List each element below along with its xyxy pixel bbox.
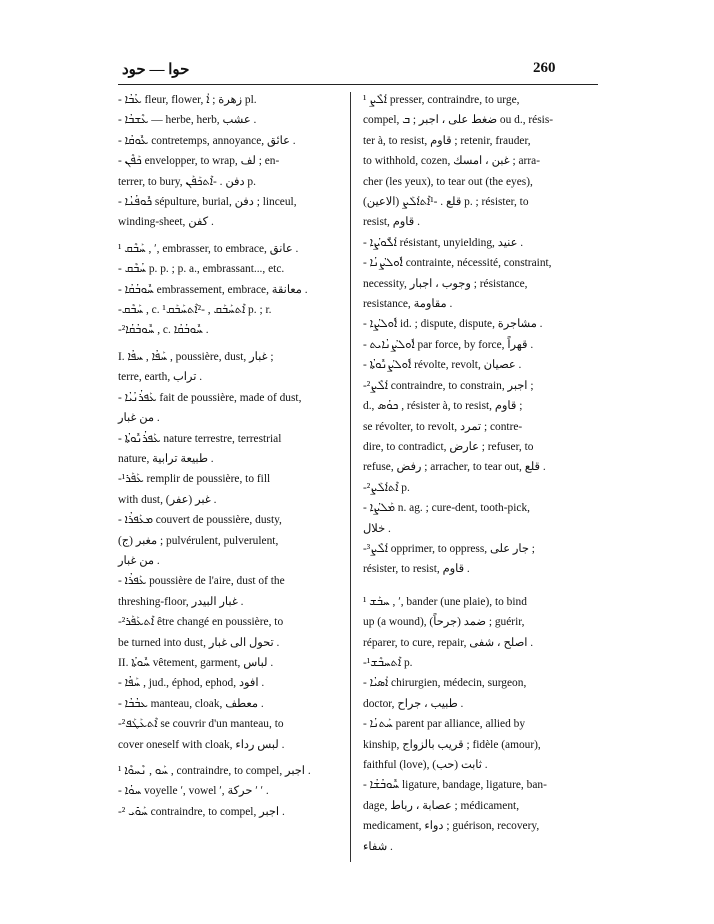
entry-line: - ܐܰܠܽܘܨܳܐ résistant, unyielding, عنيد . [363, 236, 524, 249]
entry-line: dage, عصابة ، رباط ; médicament, [363, 799, 520, 812]
entry-line: -² ܚܰܘܺܝ contraindre, to compel, اجبر . [118, 805, 285, 818]
entry-line: ¹ ܚܰܘ , ܢܶܚܘܶܐ , contraindre, to compel, اجبر . [118, 765, 311, 777]
entry-line: - ܡܰܠܨܳܐ n. ag. ; cure-dent, tooth-pick, [363, 502, 531, 515]
entry-line: - ܐܳܣܝܳܐ chirurgien, médecin, surgeon, [363, 677, 527, 690]
entry-line: terre, earth, تراب . [118, 371, 203, 384]
column-divider [350, 92, 351, 862]
entry-line: - ܐܽܘܠܨܳܢܽܘܬܳܐ révolte, revolt, عصيان . [363, 359, 522, 372]
entry-line: - ܚܰܬܢܳܐ parent par alliance, allied by [363, 718, 526, 731]
entry-line: - ܥܶܫܒܳܐ — herbe, herb, عشب . [118, 114, 257, 127]
entry-line: cover oneself with cloak, لبس رداء . [118, 738, 285, 751]
entry-line: terrer, to bury, دفن . -ܐܶܬܟܰܦܰܢ p. [118, 175, 256, 188]
entry-line: se révolter, to revolt, تمرد ; contre- [363, 420, 523, 433]
entry-line: شفاء . [363, 840, 393, 853]
entry-line: réparer, to cure, repair, اصلح ، شفى . [363, 636, 534, 649]
entry-line: with dust, (عفر) غبر . [118, 493, 217, 506]
entry-line: -²ܐܶܬܥܰܛܰܦ se couvrir d'un manteau, to [118, 718, 284, 731]
entry-line: faithful (love), (حب) ثابت . [363, 759, 488, 771]
entry-line: necessity, وجوب ، اجبار ; résistance, [363, 277, 528, 290]
entry-line: - ܟܽܘܦܳܢܳܐ sépulture, burial, دفن ; linceul, [118, 196, 297, 209]
entry-line: dire, to contradict, عارض ; refuser, to [363, 440, 534, 453]
entry-line: -²ܐܶܬܐܰܠܰܨ p. [363, 481, 410, 494]
entry-line: be turned into dust, تحول الى غبار . [118, 636, 280, 649]
entry-line: - ܡܥܰܦܪܳܐ couvert de poussière, dusty, [118, 514, 282, 527]
header-rule [118, 84, 598, 85]
entry-line: -³ܐܰܠܶܨ opprimer, to oppress, جار على ; [363, 542, 535, 555]
entry-line: (الاعين) قلع . -¹ܐܶܬܐܰܠܰܨ p. ; résister, to [363, 196, 529, 209]
entry-line: resistance, مقاومة . [363, 298, 453, 311]
entry-line: winding-sheet, كفن . [118, 216, 214, 229]
entry-line: resist, قاوم . [363, 216, 420, 229]
entry-line: - ܥܰܦܪܳܢܳܝܳܐ fait de poussière, made of dust, [118, 391, 302, 404]
entry-line: II. ܚܽܘܬܳܐ vêtement, garment, لباس . [118, 656, 274, 669]
entry-line: compel, ضغط على ، اجبر ; ܒ ou d., résis- [363, 114, 554, 127]
entry-line: up (a wound), (جرحاً) ضمد ; guérir, [363, 616, 525, 629]
entry-line: refuse, رفض ; arracher, to tear out, قلع . [363, 461, 546, 474]
entry-line: - ܐܽܘܠܨܳܐ id. ; dispute, dispute, مشاجرة . [363, 318, 543, 331]
entry-line: خلال . [363, 522, 391, 535]
left-column [118, 90, 340, 822]
entry-line: - ܐܽܘܠܨܳܢܳܐ contrainte, nécessité, constraint, [363, 257, 552, 270]
right-column [363, 90, 588, 857]
entry-line: to withhold, cozen, غبن ، امسك ; arra- [363, 155, 540, 168]
entry-line: nature, طبيعة ترابية . [118, 452, 214, 465]
entry-line: - ܚܽܘܒܳܫܳܐ ligature, bandage, ligature, ban- [363, 779, 547, 792]
entry-line: -²ܚܽܘܒܳܩܳܐ , c. ܚܽܘܒܳܩܳܐ . [118, 324, 209, 337]
entry-line: d., ܟܘܳܣ , résister à, to resist, قاوم ; [363, 400, 523, 413]
entry-line: ¹ ܐܰܠܶܨ presser, contraindre, to urge, [363, 94, 520, 106]
entry-line: -¹ܐܶܬܚܒܶܫ p. [363, 656, 413, 669]
entry-line: ¹ ܚܒܰܫ , ʹ, bander (une plaie), to bind [363, 595, 527, 608]
entry-line: kinship, قريب بالزواج ; fidèle (amour), [363, 738, 541, 751]
entry-line: - ܚܽܘܒܳܩܳܐ embrassement, embrace, معانقة . [118, 283, 308, 296]
entry-gap [363, 580, 588, 592]
entry-line: من غبار . [118, 412, 160, 425]
entry-line: doctor, طبيب ، جراح . [363, 697, 464, 710]
entry-line: - ܥܽܘܩܳܐ contretemps, annoyance, عائق . [118, 134, 296, 147]
entry-line: من غبار . [118, 554, 160, 567]
page-number: 260 [533, 60, 556, 76]
entry-line: ter à, to resist, قاوم ; retenir, frauder, [363, 134, 531, 147]
entry-line: - ܥܰܦܪܳܢܽܘܬܳܐ nature terrestre, terrestrial [118, 432, 282, 445]
entry-line: - ܥܳܒܳܐ fleur, flower, زهرة ; ܐܳ pl. [118, 94, 257, 106]
entry-line: - ܚܰܦܳܐ , jud., éphod, ephod, افود . [118, 677, 265, 690]
entry-line: -ܚܰܒܶܩ , c. ¹ܐܶܬܚܰܒܰܩ , -²ܐܶܬܚܰܒܰܩ p. ; r. [118, 304, 272, 317]
entry-line: cher (les yeux), to tear out (the eyes), [363, 175, 533, 188]
entry-line: résister, to resist, قاوم . [363, 563, 470, 576]
entry-line: -¹ܥܰܦܰܪ remplir de poussière, to fill [118, 473, 271, 486]
entry-line: -²ܐܶܬܥܰܦܰܪ être changé en poussière, to [118, 616, 284, 629]
entry-line: - ܚܳܒܶܩ p. p. ; p. a., embrassant..., etc. [118, 263, 285, 276]
entry-line: I. ܚܰܦܳܐ , ܚܦܳܐ , poussière, dust, غبار ; [118, 350, 274, 363]
entry-line: - ܥܒܳܒܳܐ manteau, cloak, معطف . [118, 697, 264, 710]
entry-line: threshing-floor, غبار البيدر . [118, 595, 244, 608]
entry-line: - ܥܰܦܪܳܐ poussière de l'aire, dust of the [118, 575, 285, 588]
entry-line: medicament, دواء ; guérison, recovery, [363, 820, 540, 833]
entry-line: (ج) مغبر ; pulvérulent, pulverulent, [118, 534, 279, 547]
entry-line: ¹ ܚܰܒܶܩ , ʹ, embrasser, to embrace, عانق . [118, 242, 299, 255]
entry-line: - ܚܘܳܐ voyelle ʹ, vowel ʹ, حركة ʹ ʹ . [118, 785, 269, 798]
entry-line: -²ܐܰܠܶܨ contraindre, to constrain, اجبر ; [363, 379, 534, 392]
entry-line: - ܟܰܦܶܢ envelopper, to wrap, لف ; en- [118, 155, 280, 168]
entry-line: - ܐܽܘܠܨܳܢܳܐܝܬ par force, by force, قهراً . [363, 338, 534, 351]
running-title: حوا — حود [122, 62, 190, 78]
